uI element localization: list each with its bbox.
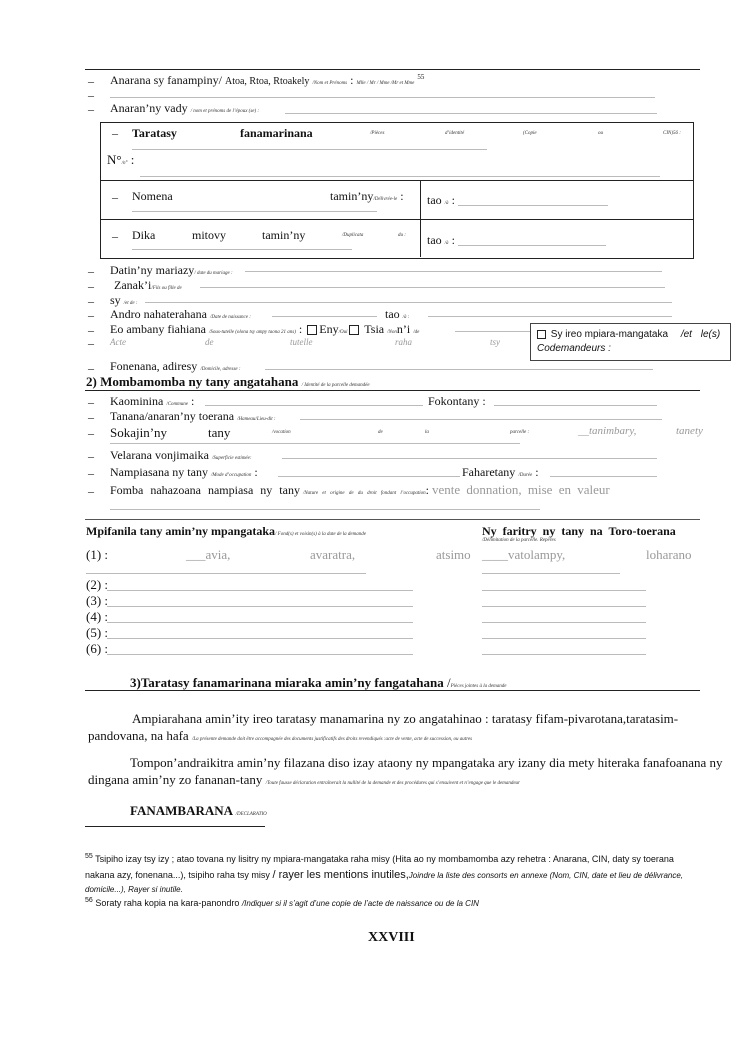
neighbor-line[interactable] — [107, 638, 413, 639]
occupation-colon: : — [254, 465, 258, 479]
marriage-label: Datin’ny mariazy — [110, 263, 195, 277]
sokajy-s4: parcelle : — [510, 430, 530, 435]
birth-line[interactable] — [272, 316, 377, 317]
id-doc-s3: (Copie — [523, 131, 537, 136]
id-doc-w2: fanamarinana — [240, 126, 313, 140]
marriage-line[interactable] — [245, 271, 662, 272]
para1-line1: Ampiarahana amin’ity ireo taratasy manamarina ny zo angatahinao : taratasy fifam-pivarotana,taratasim- — [132, 711, 679, 726]
para2-small: /Toute fausse déclaration entraînerait la nullité de la demande et des procédures qui s’ensuivent et n’engage que le demandeur — [265, 781, 521, 786]
id-number — [107, 152, 134, 168]
sokajy-s3: la — [425, 430, 429, 435]
no-small: /Non — [387, 330, 397, 335]
neighbor-line[interactable] — [107, 606, 413, 607]
para1-text2: pandovana, na hafa — [88, 728, 189, 743]
hamlet-label: Tanana/anaran’ny toerana — [110, 409, 235, 423]
duration-small: /Durée — [518, 473, 533, 478]
dup-at-line[interactable] — [458, 245, 606, 246]
neighbor-label: (2) : — [86, 577, 109, 592]
fokontany-label: Fokontany : — [428, 394, 486, 408]
yes-small: /Oui — [338, 330, 348, 335]
num-small: /n° — [121, 161, 128, 166]
para2-line2 — [88, 772, 520, 788]
occupation-small: /Mode d’occupation — [210, 473, 252, 478]
boundary-line[interactable] — [482, 622, 646, 623]
tutelle-suffix-small: /de — [413, 330, 420, 335]
id-doc-s5: CIN)56 : — [663, 131, 681, 136]
address-row — [110, 359, 241, 374]
duration-line[interactable] — [550, 476, 657, 477]
footnote-55-line1 — [85, 853, 674, 864]
neighbors-small: / Fond(s) et voisin(s) à la date de la demande — [275, 532, 366, 537]
name-small2: Mlle / Mr / Mme /Mr et Mme — [356, 81, 415, 86]
commune-line[interactable] — [205, 405, 423, 406]
ghost-word: de — [205, 337, 214, 347]
neighbor-label: (4) : — [86, 609, 109, 624]
and-line[interactable] — [145, 302, 672, 303]
name-line[interactable] — [110, 97, 655, 98]
issued-label2: tamin’ny — [330, 189, 374, 203]
section3-slash: / — [446, 675, 451, 690]
hamlet-line[interactable] — [300, 419, 662, 420]
address-label: Fonenana, adiresy — [110, 359, 198, 373]
bullet: – — [88, 323, 94, 337]
para1-line2 — [88, 728, 472, 744]
child-small: /Fils ou fille de — [151, 286, 182, 291]
id-doc-w1: Taratasy — [132, 126, 177, 140]
footnote-55-line3: domicile...), Rayer si inutile. — [85, 885, 183, 894]
footnote-55-it: / rayer les mentions inutiles, — [272, 869, 409, 881]
origin-line[interactable] — [110, 509, 540, 510]
fokontany-line[interactable] — [494, 405, 657, 406]
issued-colon: : — [400, 189, 404, 203]
origin-row — [110, 482, 700, 498]
dup-w3: tamin’ny — [262, 228, 306, 242]
tutelle-suffix: n’i — [396, 322, 411, 336]
duration-row — [462, 465, 539, 480]
sokajy-v2: tanety — [676, 425, 703, 437]
neighbor-label: (6) : — [86, 641, 109, 656]
num-colon: : — [130, 152, 135, 167]
section3-title-text: 3)Taratasy fanamarinana miaraka amin’ny fangatahana — [130, 675, 444, 690]
and-label: sy — [110, 293, 121, 307]
occupation-label: Nampiasana ny tany — [110, 465, 208, 479]
marriage-small: / date du mariage : — [194, 271, 233, 276]
codemandeurs-text — [537, 329, 720, 340]
box-vdivider — [420, 180, 421, 257]
birth-row — [110, 307, 251, 322]
bullet: – — [88, 279, 94, 293]
address-line[interactable] — [265, 369, 653, 370]
issued-at — [427, 193, 455, 208]
para1-small: /La présente demande doit être accompagnée des documents justificatifs des droits revendiqués :acte de vente, acte de succession, ou autres — [191, 737, 473, 742]
sokajy-w2: tany — [208, 425, 231, 440]
box-divider — [100, 219, 693, 220]
bullet: – — [88, 410, 94, 424]
footnote-56-it: /Indiquer si il s’agit d’une copie de l’acte de naissance ou de la CIN — [241, 899, 479, 908]
child-row — [114, 278, 182, 293]
name-sub: Atoa, Rtoa, Rtoakely — [224, 76, 310, 87]
section2-title — [86, 374, 370, 390]
boundary-title-text: Ny faritry ny tany na Toro-toerana — [482, 524, 676, 538]
neighbor-line[interactable] — [107, 622, 413, 623]
commune-small: /Commune — [166, 402, 188, 407]
birth-at-line[interactable] — [428, 316, 672, 317]
footnote-separator — [85, 826, 265, 827]
codemandeurs-line1c: le(s) — [700, 329, 721, 340]
spouse-label: Anaran’ny vady — [110, 101, 188, 115]
neighbor-1-line[interactable] — [86, 573, 366, 574]
yes-label: Eny — [319, 322, 339, 336]
boundary-1-line[interactable] — [482, 573, 620, 574]
section2-rule — [85, 390, 700, 391]
id-number-line[interactable] — [140, 176, 660, 177]
bullet: – — [88, 308, 94, 322]
at-label: tao — [427, 193, 442, 207]
origin-label: Fomba nahazoana nampiasa ny tany — [110, 483, 300, 497]
no-checkbox[interactable] — [349, 325, 359, 335]
footnote-ref-55: 55 — [417, 73, 425, 81]
birth-at-label: tao — [385, 307, 400, 321]
boundary-1-val: ____vatolampy, — [482, 547, 566, 562]
box-divider — [100, 180, 693, 181]
neighbor-line[interactable] — [107, 654, 413, 655]
sokajy-v1: __tanimbary, — [578, 425, 637, 437]
bullet: – — [88, 484, 94, 498]
sokajy-s1: /vocation — [272, 430, 291, 435]
footnote-55-text3: domicile...), Rayer si inutile — [85, 885, 181, 894]
birth-at — [385, 307, 409, 322]
bullet: – — [112, 126, 118, 140]
at-small: /à — [444, 241, 449, 246]
tutelle-row: Eo ambany fiahiana /Sous-tutelle (olona tsy ampy taona 21 ans) : Eny/Oui Tsia /Nonn’i /de — [110, 322, 420, 336]
yes-checkbox[interactable] — [307, 325, 317, 335]
spouse-line[interactable] — [285, 113, 657, 114]
id-doc-s1: /Pièces — [370, 131, 385, 136]
neighbor-label: (3) : — [86, 593, 109, 608]
and-small: /et de : — [123, 301, 138, 306]
para2-text2: dingana amin’ny zo fananan-tany — [88, 772, 263, 787]
neighbor-1-val: avaratra, — [310, 547, 356, 562]
boundary-line[interactable] — [482, 606, 646, 607]
codemandeurs-line1: Sy ireo mpiara-mangataka — [550, 329, 669, 340]
bullet: – — [88, 361, 94, 375]
footnote-55-it2: annexe (Nom, CIN, date et lieu de délivrance, — [521, 871, 684, 880]
dup-w1: Dika — [132, 228, 156, 242]
occupation-line[interactable] — [278, 476, 460, 477]
footnote-55-text: Tsipiho izay tsy izy ; atao tovana ny lisitry ny mpiara-mangataka raha misy (Hita ao ny mombamomba azy rehetra : Anarana, CIN, daty sy toerana — [95, 854, 674, 864]
at-small: /à — [444, 201, 449, 206]
neighbor-1-val: atsimo — [436, 547, 471, 562]
name-colon: : — [350, 73, 354, 87]
birth-label: Andro nahaterahana — [110, 307, 207, 321]
issued-small: /Délivrée-le — [373, 197, 398, 202]
area-row — [110, 448, 252, 463]
neighbor-1-val: ___avia, — [186, 547, 231, 562]
declaration-title — [130, 803, 267, 819]
declaration-text: FANAMBARANA — [130, 803, 233, 818]
birth-at-small: /à : — [402, 315, 410, 320]
boundary-line[interactable] — [482, 590, 646, 591]
bullet: – — [88, 74, 94, 88]
footnote-56 — [85, 897, 479, 908]
section2-small: / Identité de la parcelle demandée — [301, 383, 370, 388]
section3-title — [130, 675, 506, 691]
at-colon: : — [451, 233, 455, 247]
footnote-55-text2: nakana azy, fonenana...), tsipiho raha tsy misy — [85, 870, 270, 880]
id-doc-line[interactable] — [132, 149, 487, 150]
bullet: – — [88, 426, 94, 440]
origin-small: /Nature et origine de du droit fondant l’occupation — [302, 491, 426, 496]
bullet: – — [112, 229, 118, 243]
footnote-56-text: Soraty raha kopia na kara-panondro — [95, 898, 240, 908]
sokajy-w1: Sokajin’ny — [110, 425, 168, 440]
dup-line[interactable] — [132, 249, 352, 250]
neighbor-line[interactable] — [107, 590, 413, 591]
duration-label: Faharetany — [462, 465, 516, 479]
name-label: Anarana sy fanampiny/ — [110, 73, 222, 87]
name-row — [110, 73, 424, 88]
section3-rule — [85, 690, 700, 691]
hamlet-row — [110, 409, 276, 424]
ghost-word: tsy — [490, 337, 500, 347]
dup-w2: mitovy — [192, 228, 227, 242]
at-colon: : — [451, 193, 455, 207]
sokajy-s2: de — [378, 430, 383, 435]
section2-title-text: 2) Mombamomba ny tany angatahana — [86, 374, 299, 389]
address-small: /Domicile, adresse : — [200, 367, 241, 372]
neighbors-title-text: Mpifanila tany amin’ny mpangataka — [86, 524, 276, 538]
tutelle-small: /Sous-tutelle (olona tsy ampy taona 21 ans) — [208, 330, 296, 335]
ghost-word: Acte — [110, 337, 126, 347]
area-label: Velarana vonjimaika — [110, 448, 209, 462]
boundary-small: /Délimitation de la parcelle. Repères — [482, 538, 556, 543]
neighbors-title — [86, 524, 366, 539]
origin-value: vente donnation, mise en valeur — [432, 482, 610, 497]
num-label: N° — [107, 152, 122, 167]
neighbor-1-label: (1) : — [86, 547, 109, 562]
hamlet-small: /Hameau/Lieu-dit : — [237, 417, 276, 422]
ghost-word: tutelle — [290, 337, 313, 347]
top-rule — [85, 69, 700, 70]
bullet: – — [88, 395, 94, 409]
commune-label: Kaominina — [110, 394, 164, 408]
spouse-small: / nom et prénoms de l’époux (se) : — [190, 109, 260, 114]
tutelle-line[interactable] — [455, 331, 530, 332]
name-small: /Nom et Prénoms — [312, 81, 348, 86]
bullet: – — [112, 190, 118, 204]
commune-row — [110, 394, 194, 409]
bullet: – — [88, 336, 94, 350]
sokajy-line[interactable] — [110, 443, 520, 444]
area-small: /Superficie estimée: — [211, 456, 252, 461]
footnote-55-line2 — [85, 869, 683, 881]
footnote-55-num: 55 — [85, 853, 93, 860]
and-row — [110, 293, 138, 308]
ghost-word: raha — [395, 337, 413, 347]
id-doc-s2: d’identité — [445, 131, 465, 136]
issued-label: Nomena — [132, 189, 173, 203]
boundary-line[interactable] — [482, 638, 646, 639]
declaration-small: /DECLARATIO — [235, 812, 267, 817]
area-line[interactable] — [282, 458, 657, 459]
child-line[interactable] — [200, 287, 665, 288]
footnote-56-num: 56 — [85, 897, 93, 904]
dup-at — [427, 233, 455, 248]
codemandeurs-line2: Codemandeurs : — [537, 343, 611, 354]
marriage-row — [110, 263, 233, 278]
boundary-1-val: loharano — [646, 547, 692, 562]
page-number: XXVIII — [368, 930, 415, 945]
para2-line1: Tompon’andraikitra amin’ny filazana diso izay ataony ny mpangataka ary izany dia mety hiteraka fanafoanana ny — [130, 755, 723, 770]
duration-colon: : — [535, 465, 539, 479]
bullet: – — [88, 88, 94, 102]
issued-line[interactable] — [132, 211, 377, 212]
commune-colon: : — [191, 394, 195, 408]
dup-small: /Duplicata — [342, 233, 364, 238]
child-label: Zanak’i — [114, 278, 152, 292]
issued-at-line[interactable] — [458, 205, 608, 206]
bullet: – — [88, 102, 94, 116]
neighbor-label: (5) : — [86, 625, 109, 640]
bullet: – — [88, 466, 94, 480]
issued-date — [330, 189, 404, 204]
occupation-row — [110, 465, 258, 480]
footnote-55-end: Joindre la liste des consorts en — [408, 871, 519, 880]
bullet: – — [88, 294, 94, 308]
id-doc-s4: ou — [598, 131, 603, 136]
section3-small: Pièces jointes à la demande — [450, 684, 507, 689]
codemandeurs-checkbox[interactable] — [537, 330, 546, 339]
tutelle-label: Eo ambany fiahiana — [110, 322, 206, 336]
birth-small: /Date de naissance : — [209, 315, 251, 320]
at-label: tao — [427, 233, 442, 247]
dup-small2: du : — [398, 233, 406, 238]
boundary-title — [482, 524, 676, 539]
codemandeurs-line1b: /et — [680, 329, 692, 340]
no-label: Tsia — [364, 322, 385, 336]
bullet: – — [88, 449, 94, 463]
boundary-line[interactable] — [482, 654, 646, 655]
origin-colon: : — [425, 483, 429, 497]
neighbors-rule — [85, 519, 700, 520]
bullet: – — [88, 264, 94, 278]
spouse-row — [110, 101, 259, 116]
